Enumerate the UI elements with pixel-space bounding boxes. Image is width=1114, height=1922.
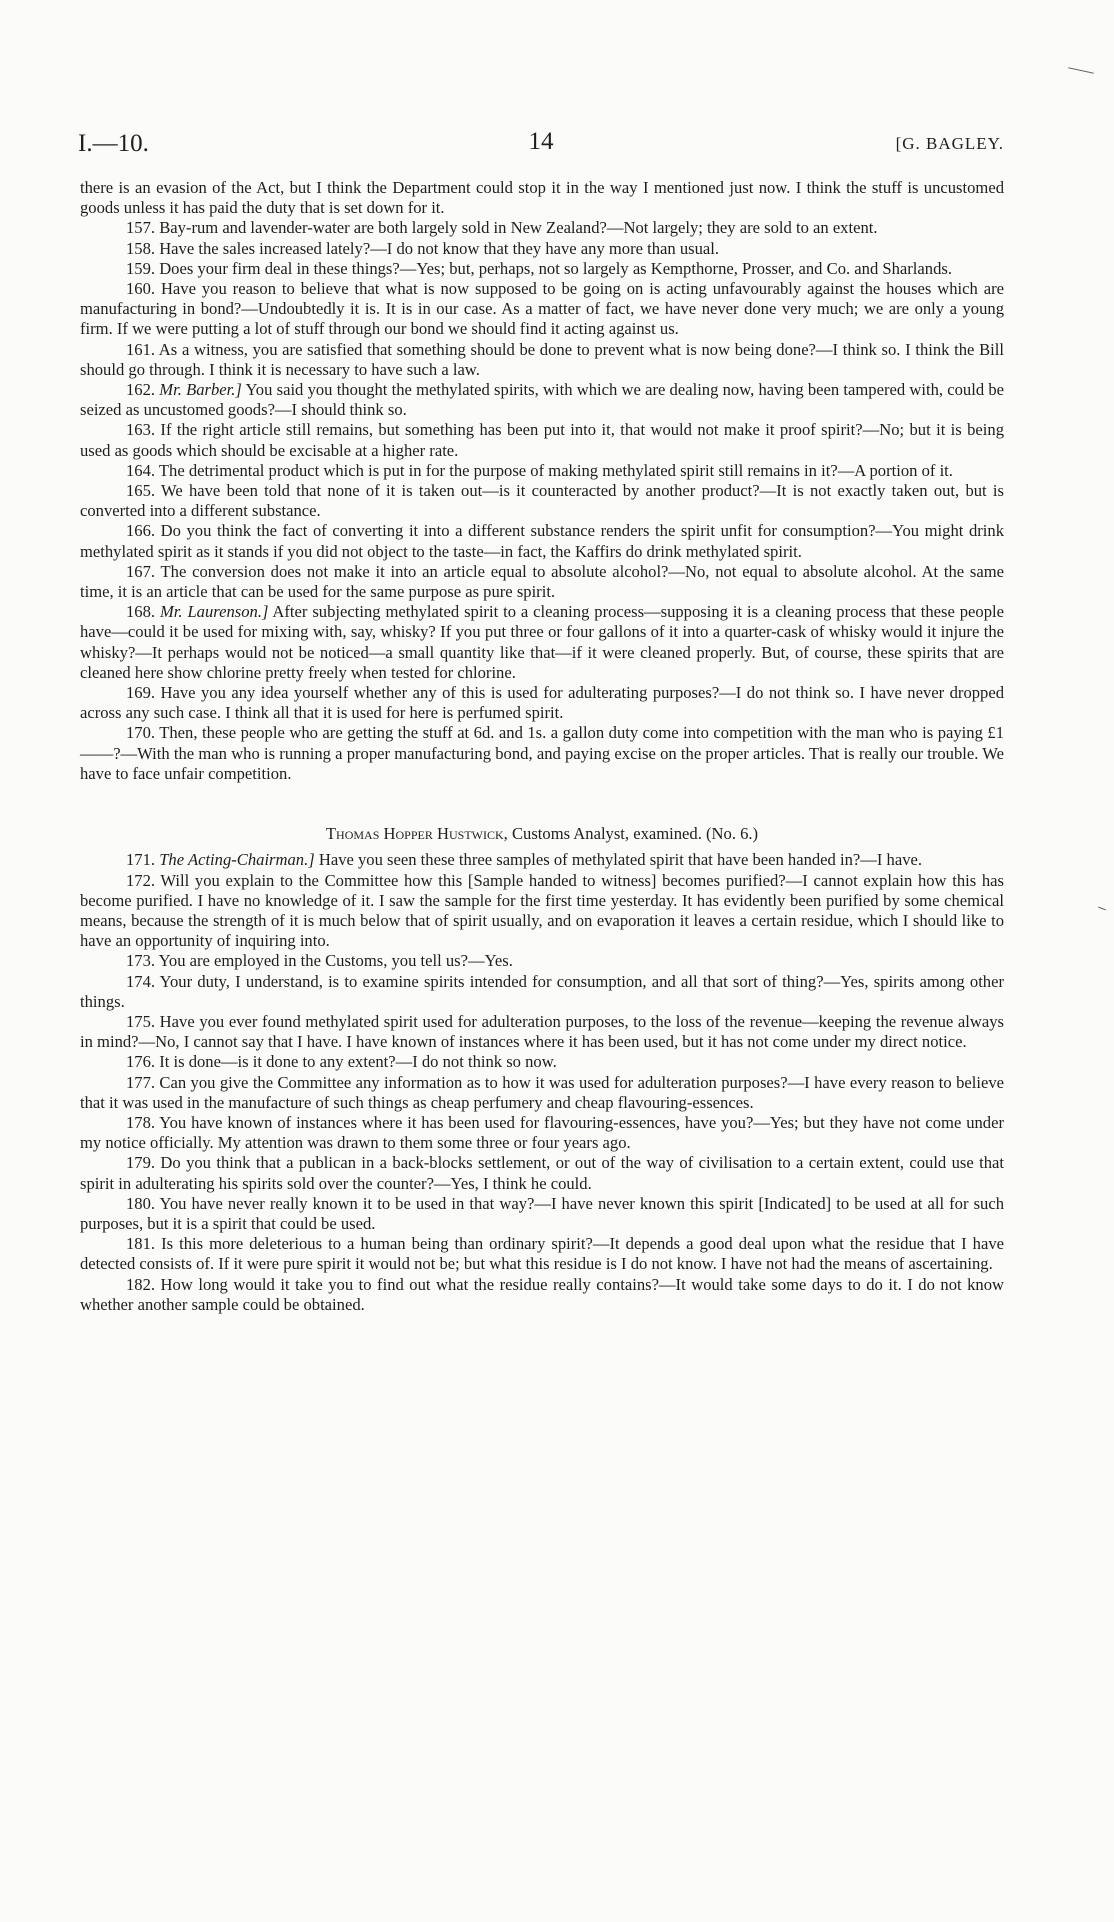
question-162	[80, 380, 1004, 420]
question-178: 178. You have known of instances where it has been used for flavouring-essences, have you?—Yes; but they have not come under my notice officially. My attention was drawn to them some three or four years ago.	[80, 1112, 1004, 1153]
speaker-name: The Acting-Chairman.]	[159, 850, 315, 870]
witness-name: Thomas Hopper Hustwick	[325, 824, 504, 844]
question-179: 179. Do you think that a publican in a back-blocks settlement, or out of the way of civilisation to a certain extent, could use that spirit in adulterating his spirits sold over the counter?—Yes, I think he could.	[80, 1153, 1004, 1193]
question-168	[80, 602, 1004, 683]
question-number: 171.	[126, 850, 156, 870]
question-number: 162.	[126, 380, 156, 400]
question-176: 176. It is done—is it done to any extent?—I do not think so now.	[126, 1052, 557, 1072]
question-160: 160. Have you reason to believe that what is now supposed to be going on is acting unfavourably against the houses which are manufacturing in bond?—Undoubtedly it is. It is in our case. As a matter of fact, we have never done very much; we are only a young firm. If we were putting a lot of stuff through our bond we should find it acting against us.	[80, 279, 1004, 339]
question-170: 170. Then, these people who are getting the stuff at 6d. and 1s. a gallon duty come into competition with the man who is paying £1——?—With the man who is running a proper manufacturing bond, and paying excise on the proper articles. That is really our trouble. We have to face unfair competition.	[80, 723, 1004, 783]
question-171	[80, 850, 1004, 870]
question-163: 163. If the right article still remains, but something has been put into it, that would not make it proof spirit?—No; but it is being used as goods which should be excisable at a higher rate.	[80, 420, 1004, 460]
witness-running-head: [G. BAGLEY.	[895, 134, 1004, 153]
question-161: 161. As a witness, you are satisfied that something should be done to prevent what is now being done?—I think so. I think the Bill should go through. I think it is necessary to have such a law.	[80, 339, 1004, 379]
witness-description: , Customs Analyst, examined. (No. 6.)	[503, 824, 759, 844]
question-159: 159. Does your firm deal in these things?—Yes; but, perhaps, not so largely as Kempthorne, Prosser, and Co. and Sharlands.	[126, 258, 952, 278]
question-172: 172. Will you explain to the Committee how this [Sample handed to witness] becomes purified?—I cannot explain how this has become purified. I have no knowledge of it. I saw the sample for the first time yesterday. It has evidently been purified by some chemical means, because the strength of it is much below that of spirit usually, and on evaporation it leaves a certain residue, which I should like to have an opportunity of inquiring into.	[80, 870, 1004, 951]
corner-mark	[1068, 67, 1094, 73]
page-number: 14	[528, 128, 554, 155]
question-text: Have you seen these three samples of methylated spirit that have been handed in?—I have.	[314, 850, 923, 870]
witness-section-heading	[80, 824, 1004, 844]
margin-mark	[1098, 907, 1106, 911]
question-text: You said you thought the methylated spirits, with which we are dealing now, having been tampered with, could be seized as uncustomed goods?—I should think so.	[80, 380, 1005, 420]
question-180: 180. You have never really known it to be used in that way?—I have never known this spirit [Indicated] to be used at all for such purposes, but it is a spirit that could be used.	[80, 1193, 1004, 1233]
question-174: 174. Your duty, I understand, is to examine spirits intended for consumption, and all that sort of thing?—Yes, spirits among other things.	[80, 971, 1004, 1011]
question-177: 177. Can you give the Committee any information as to how it was used for adulteration purposes?—I have every reason to believe that it was used in the manufacture of such things as cheap perfumery and cheap flavouring-essences.	[80, 1072, 1004, 1112]
paragraph-continuation: there is an evasion of the Act, but I think the Department could stop it in the way I mentioned just now. I think the stuff is uncustomed goods unless it has paid the duty that is set down for it.	[80, 178, 1004, 218]
question-text: After subjecting methylated spirit to a cleaning process—supposing it is a cleaning process that these people have—could it be used for mixing with, say, whisky? If you put three or four gallons of it into a quarter-cask of whisky would it injure the whisky?—It perhaps would not be noticed—a small quantity like that—if it were cleaned properly. But, of course, these spirits that are cleaned here show chlorine pretty freely when tested for chlorine.	[80, 602, 1004, 682]
question-166: 166. Do you think the fact of converting it into a different substance renders the spirit unfit for consumption?—You might drink methylated spirit as it stands if you did not object to the taste—in fact, the Kaffirs do drink methylated spirit.	[80, 521, 1004, 561]
question-181: 181. Is this more deleterious to a human being than ordinary spirit?—It depends a good deal upon what the residue that I have detected consists of. If it were pure spirit it would not be; but what this residue is I do not know. I have not had the means of ascertaining.	[80, 1234, 1004, 1274]
document-reference: I.—10.	[78, 130, 149, 157]
question-157: 157. Bay-rum and lavender-water are both largely sold in New Zealand?—Not largely; they are sold to an extent.	[126, 218, 878, 238]
question-number: 168.	[126, 602, 156, 622]
question-158: 158. Have the sales increased lately?—I do not know that they have any more than usual.	[126, 238, 720, 258]
question-165: 165. We have been told that none of it is taken out—is it counteracted by another product?—It is not exactly taken out, but is converted into a different substance.	[80, 481, 1004, 521]
question-182: 182. How long would it take you to find out what the residue really contains?—It would take some days to do it. I do not know whether another sample could be obtained.	[80, 1274, 1004, 1314]
question-167: 167. The conversion does not make it into an article equal to absolute alcohol?—No, not equal to absolute alcohol. At the same time, it is an article that can be used for the same purpose as pure spirit.	[80, 561, 1004, 602]
testimony-body	[80, 178, 1004, 1315]
question-175: 175. Have you ever found methylated spirit used for adulteration purposes, to the loss of the revenue—keeping the revenue always in mind?—No, I cannot say that I have. I have known of instances where it has been used, but it has not come under my direct notice.	[80, 1011, 1004, 1052]
question-173: 173. You are employed in the Customs, you tell us?—Yes.	[126, 951, 513, 971]
question-169: 169. Have you any idea yourself whether any of this is used for adulterating purposes?—I do not think so. I have never dropped across any such case. I think all that it is used for here is perfumed spirit.	[80, 683, 1004, 723]
speaker-name: Mr. Barber.]	[159, 380, 242, 400]
question-164: 164. The detrimental product which is put in for the purpose of making methylated spirit still remains in it?—A portion of it.	[126, 460, 953, 480]
page-header	[78, 126, 1004, 162]
speaker-name: Mr. Laurenson.]	[159, 602, 269, 622]
